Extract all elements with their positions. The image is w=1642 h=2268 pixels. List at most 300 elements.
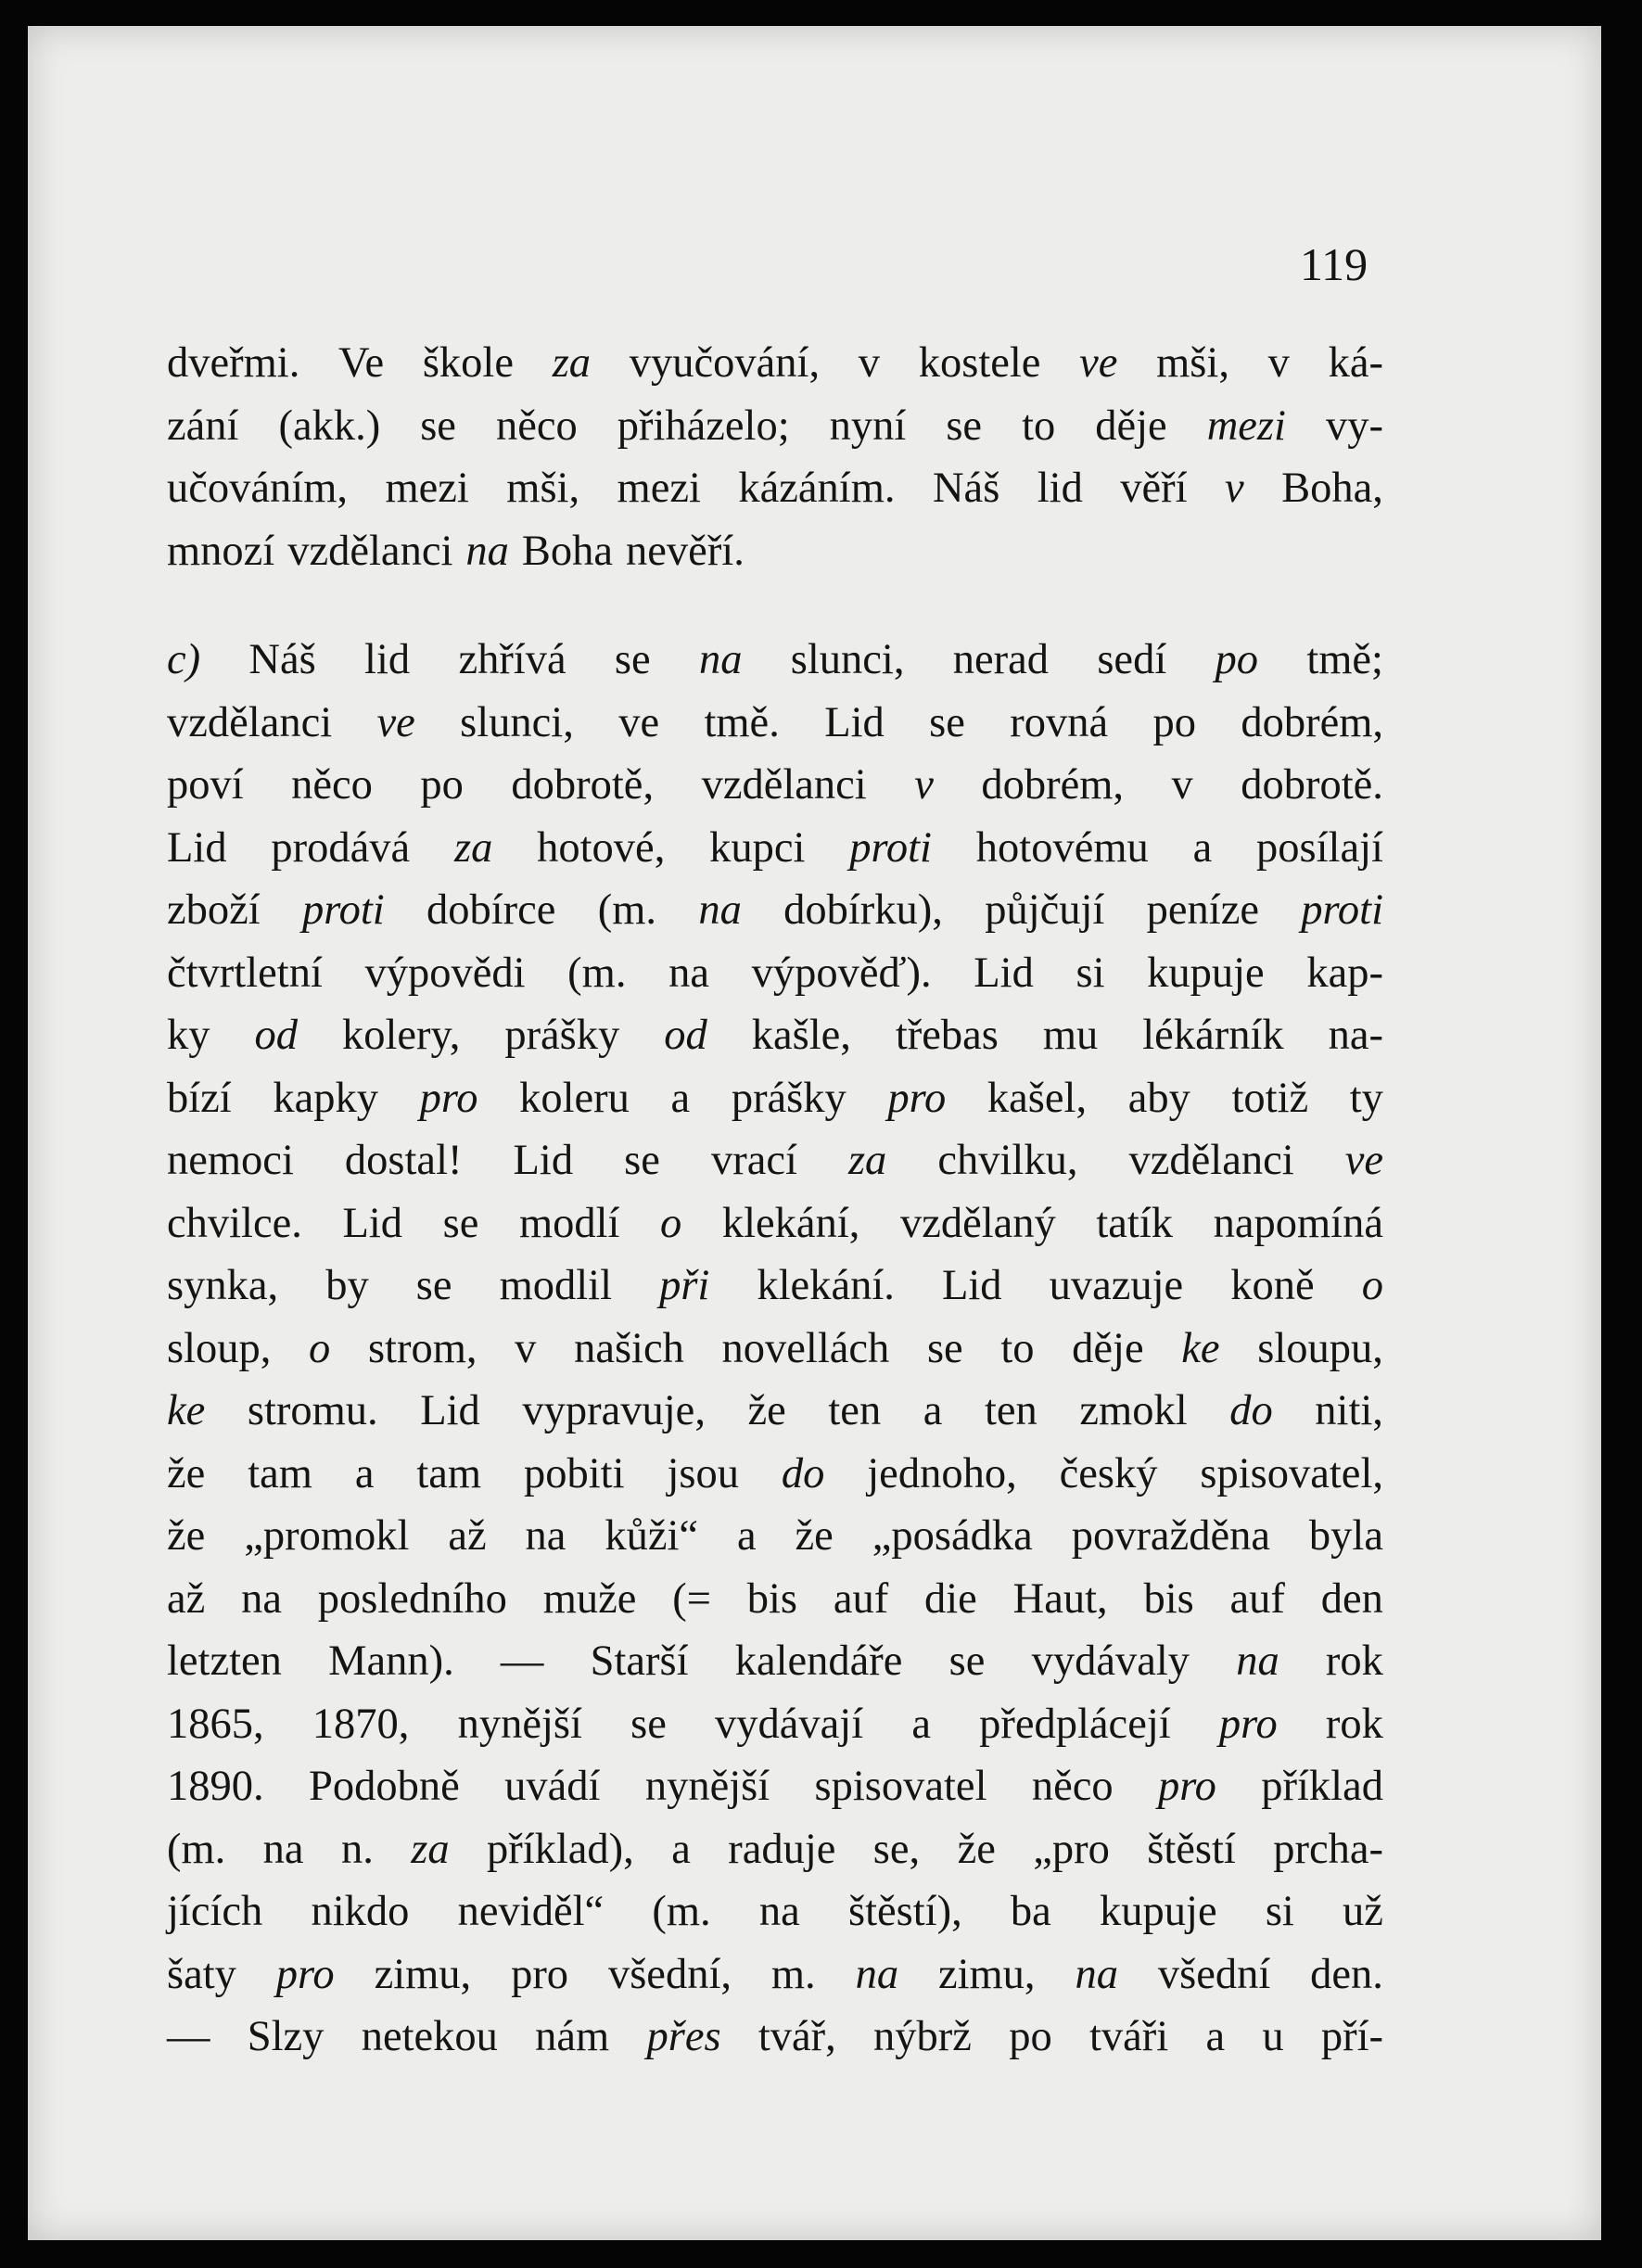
word: prodává bbox=[271, 823, 411, 872]
word: den bbox=[1320, 1574, 1383, 1623]
word: 1870, bbox=[312, 1700, 410, 1748]
text-line bbox=[167, 1067, 1383, 1130]
word: Lid bbox=[824, 698, 885, 746]
word: vrací bbox=[710, 1137, 797, 1184]
word: na bbox=[525, 1512, 566, 1560]
word: se bbox=[420, 401, 456, 450]
italic-word: o bbox=[660, 1199, 682, 1247]
text-line bbox=[167, 395, 1383, 458]
word: Podobně bbox=[309, 1763, 460, 1810]
word: štěstí), bbox=[848, 1888, 962, 1935]
text-line bbox=[167, 1755, 1383, 1818]
word: zimu, bbox=[937, 1950, 1036, 1998]
word: lid bbox=[1037, 465, 1083, 512]
word: příklad bbox=[1261, 1763, 1383, 1810]
word: zání bbox=[167, 401, 239, 450]
word: to bbox=[1022, 401, 1056, 450]
word: kupuje bbox=[1100, 1888, 1217, 1935]
word: dobrotě. bbox=[1241, 761, 1383, 809]
word: tváři bbox=[1088, 2013, 1169, 2060]
word: že bbox=[795, 1512, 834, 1560]
word: vzdělanci bbox=[167, 698, 333, 746]
word: se bbox=[929, 698, 965, 746]
word: rovná bbox=[1010, 698, 1109, 746]
word: Lid bbox=[941, 1262, 1002, 1309]
word: až bbox=[167, 1574, 206, 1623]
word: a bbox=[354, 1449, 375, 1497]
word: se bbox=[630, 1700, 667, 1748]
word: prcha- bbox=[1273, 1825, 1383, 1873]
word: koně bbox=[1230, 1262, 1315, 1309]
word: letzten bbox=[167, 1637, 282, 1685]
word: po bbox=[420, 761, 464, 809]
word: zboží bbox=[167, 886, 261, 934]
word: a bbox=[736, 1512, 757, 1560]
italic-word: do bbox=[1229, 1387, 1273, 1434]
word: a bbox=[923, 1387, 943, 1434]
word: dobrém, bbox=[1241, 698, 1383, 746]
text-line bbox=[167, 692, 1383, 755]
italic-word: od bbox=[254, 1012, 298, 1059]
italic-word: ve bbox=[1344, 1137, 1383, 1184]
word: Náš bbox=[932, 465, 1000, 512]
word: vyučování, bbox=[629, 339, 821, 387]
word: Starší bbox=[590, 1637, 689, 1685]
word: lid bbox=[364, 636, 411, 683]
text-line bbox=[167, 1693, 1383, 1756]
italic-word: proti bbox=[302, 886, 385, 934]
word: něco bbox=[291, 761, 373, 809]
word: až bbox=[448, 1512, 487, 1560]
word: kapky bbox=[273, 1074, 378, 1122]
word: a bbox=[1192, 823, 1213, 872]
italic-word: na bbox=[855, 1950, 899, 1998]
word: „posádka bbox=[872, 1512, 1033, 1560]
word: to bbox=[1000, 1324, 1035, 1372]
word: ten bbox=[828, 1387, 882, 1434]
word: novellách bbox=[721, 1324, 890, 1372]
word: vzdělanci bbox=[701, 761, 867, 809]
word: v bbox=[858, 339, 881, 387]
word: něco bbox=[1031, 1763, 1114, 1810]
italic-word: ve bbox=[1079, 339, 1118, 387]
italic-word: přes bbox=[646, 2013, 721, 2060]
word: mu bbox=[1042, 1012, 1099, 1059]
text-line bbox=[167, 629, 1383, 692]
word: kap- bbox=[1306, 949, 1383, 997]
word: v bbox=[1171, 761, 1193, 809]
word: zhřívá bbox=[458, 636, 566, 683]
word: škole bbox=[422, 339, 514, 387]
italic-word: ke bbox=[167, 1387, 206, 1434]
word: se bbox=[614, 636, 651, 683]
word: dobrotě, bbox=[511, 761, 655, 809]
word: (m. bbox=[597, 886, 657, 934]
italic-word: při bbox=[659, 1262, 710, 1309]
word: jsou bbox=[667, 1449, 739, 1497]
word: a bbox=[670, 1074, 691, 1122]
word: nerad bbox=[952, 636, 1050, 683]
word: aby bbox=[1127, 1074, 1190, 1122]
word: (m. bbox=[567, 949, 627, 997]
word: mnozí bbox=[167, 527, 275, 575]
word: jednoho, bbox=[867, 1449, 1017, 1497]
word: ky bbox=[167, 1012, 210, 1059]
page-number: 119 bbox=[1300, 238, 1368, 290]
italic-word: proti bbox=[1301, 886, 1383, 934]
word: hotové, bbox=[537, 823, 666, 872]
word: byla bbox=[1308, 1512, 1383, 1560]
word: (m. bbox=[167, 1825, 226, 1873]
word: (akk.) bbox=[278, 401, 381, 450]
word: jících bbox=[167, 1888, 263, 1935]
word: povražděna bbox=[1071, 1512, 1270, 1560]
word: ve bbox=[618, 698, 660, 746]
word: nemoci bbox=[167, 1137, 294, 1184]
word: koleru bbox=[519, 1074, 630, 1122]
word: se, bbox=[872, 1825, 921, 1873]
word: „promokl bbox=[244, 1512, 410, 1560]
word: uvazuje bbox=[1049, 1262, 1184, 1309]
word: chvilku, bbox=[937, 1137, 1078, 1184]
word: na bbox=[758, 1888, 800, 1935]
word: Lid bbox=[513, 1137, 574, 1184]
word: a bbox=[911, 1700, 931, 1748]
word: čtvrtletní bbox=[167, 949, 323, 997]
word: ká- bbox=[1328, 339, 1383, 387]
word: se bbox=[926, 1324, 963, 1372]
word: se bbox=[624, 1137, 660, 1184]
word: stromu. bbox=[247, 1387, 378, 1434]
word: nevěří. bbox=[626, 527, 745, 575]
italic-word: na bbox=[465, 527, 509, 575]
text-line bbox=[167, 1129, 1383, 1192]
word: kašle, bbox=[751, 1012, 851, 1059]
word: (= bbox=[672, 1574, 711, 1623]
word: uvádí bbox=[504, 1763, 601, 1810]
word: vy- bbox=[1325, 401, 1383, 450]
word: v bbox=[1267, 339, 1290, 387]
word: něco bbox=[495, 401, 578, 450]
text-line bbox=[167, 1505, 1383, 1568]
word: Mann). bbox=[328, 1637, 454, 1685]
word: kupuje bbox=[1147, 949, 1265, 997]
italic-word: pro bbox=[887, 1074, 947, 1122]
word: pří- bbox=[1320, 2013, 1383, 2060]
word: hotovému bbox=[975, 823, 1149, 872]
text-line bbox=[167, 2006, 1383, 2069]
word: strom, bbox=[367, 1324, 477, 1372]
word: přiházelo; bbox=[617, 401, 790, 450]
italic-word: od bbox=[664, 1012, 707, 1059]
text-line bbox=[167, 1943, 1383, 2007]
text-line bbox=[167, 1880, 1383, 1943]
word: všední, bbox=[607, 1950, 732, 1998]
word: kupci bbox=[709, 823, 806, 872]
word: auf bbox=[833, 1574, 889, 1623]
word: na bbox=[241, 1574, 282, 1623]
word: u bbox=[1262, 2013, 1284, 2060]
word: Lid bbox=[420, 1387, 480, 1434]
word: posledního bbox=[317, 1574, 507, 1623]
word: tvář, bbox=[757, 2013, 836, 2060]
word: po bbox=[1152, 698, 1196, 746]
word: děje bbox=[1095, 401, 1167, 450]
italic-word: na bbox=[1075, 1950, 1118, 1998]
word: výpovědi bbox=[364, 949, 526, 997]
text-line bbox=[167, 1818, 1383, 1881]
word: nynější bbox=[644, 1763, 770, 1810]
word: totiž bbox=[1231, 1074, 1309, 1122]
word: ten bbox=[985, 1387, 1037, 1434]
italic-word: mezi bbox=[1206, 401, 1286, 450]
word: vydávají bbox=[715, 1700, 864, 1748]
word: modlil bbox=[499, 1262, 612, 1309]
word: tmě; bbox=[1306, 636, 1383, 683]
italic-word: proti bbox=[849, 823, 932, 872]
word: Lid bbox=[342, 1199, 403, 1247]
word: chvilce. bbox=[167, 1199, 302, 1247]
italic-word: za bbox=[453, 823, 493, 872]
word: a bbox=[671, 1825, 691, 1873]
word: se bbox=[946, 401, 983, 450]
word: muže bbox=[542, 1574, 637, 1623]
word: ty bbox=[1349, 1074, 1383, 1122]
word: prášky bbox=[731, 1074, 846, 1122]
word: předplácejí bbox=[979, 1700, 1171, 1748]
word: zimu, bbox=[374, 1950, 472, 1998]
text-line bbox=[167, 1004, 1383, 1067]
italic-word: c) bbox=[167, 636, 201, 683]
word: netekou bbox=[361, 2013, 498, 2060]
paragraph bbox=[167, 332, 1383, 582]
italic-word: do bbox=[781, 1449, 825, 1497]
word: pro bbox=[511, 1950, 569, 1998]
word: n. bbox=[340, 1825, 374, 1873]
text-line bbox=[167, 1568, 1383, 1631]
word: poví bbox=[167, 761, 244, 809]
word: bis bbox=[746, 1574, 797, 1623]
word: rok bbox=[1325, 1637, 1383, 1685]
word: posílají bbox=[1256, 823, 1383, 872]
word: vypravuje, bbox=[522, 1387, 706, 1434]
italic-word: ve bbox=[376, 698, 415, 746]
word: lékárník bbox=[1142, 1012, 1284, 1059]
word: bízí bbox=[167, 1074, 232, 1122]
italic-word: na bbox=[698, 636, 743, 683]
text-line bbox=[167, 332, 1383, 395]
word: Lid bbox=[974, 949, 1034, 997]
text-line bbox=[167, 817, 1383, 880]
word: klekání. bbox=[757, 1262, 895, 1309]
word: peníze bbox=[1146, 886, 1259, 934]
word: mezi bbox=[385, 465, 469, 512]
text-line bbox=[167, 754, 1383, 817]
word: že bbox=[167, 1512, 206, 1560]
word: v bbox=[515, 1324, 537, 1372]
word: den. bbox=[1310, 1950, 1383, 1998]
word: spisovatel, bbox=[1200, 1449, 1383, 1497]
word: Boha, bbox=[1281, 465, 1383, 512]
text-line bbox=[167, 1192, 1383, 1255]
word: Haut, bbox=[1012, 1574, 1108, 1623]
word: že bbox=[747, 1387, 786, 1434]
word: výpověď). bbox=[751, 949, 932, 997]
italic-word: na bbox=[698, 886, 742, 934]
word: mezi bbox=[617, 465, 701, 512]
word: slunci, bbox=[790, 636, 905, 683]
word: dobírku), bbox=[783, 886, 943, 934]
word: synka, bbox=[167, 1262, 279, 1309]
word: tatík bbox=[1096, 1199, 1174, 1247]
word: vzdělanci bbox=[287, 527, 453, 575]
word: se bbox=[948, 1637, 986, 1685]
text-line bbox=[167, 879, 1383, 942]
word: kalendáře bbox=[734, 1637, 903, 1685]
word: m. bbox=[770, 1950, 816, 1998]
word: Ve bbox=[338, 339, 385, 387]
word: klekání, bbox=[721, 1199, 860, 1247]
word: napomíná bbox=[1213, 1199, 1383, 1247]
word: kůži“ bbox=[605, 1512, 699, 1560]
word: raduje bbox=[728, 1825, 836, 1873]
word: auf bbox=[1229, 1574, 1285, 1623]
word: si bbox=[1265, 1888, 1294, 1935]
word: by bbox=[325, 1262, 369, 1309]
word: „pro bbox=[1033, 1825, 1110, 1873]
word: učováním, bbox=[167, 465, 348, 512]
italic-word: pro bbox=[1158, 1763, 1216, 1810]
word: nám bbox=[535, 2013, 610, 2060]
word: tam bbox=[248, 1449, 312, 1497]
word: kostele bbox=[918, 339, 1041, 387]
paragraph bbox=[167, 629, 1383, 2069]
italic-word: ke bbox=[1181, 1324, 1220, 1372]
word: 1865, bbox=[167, 1700, 264, 1748]
word: půjčují bbox=[985, 886, 1105, 934]
italic-word: v bbox=[1225, 465, 1244, 512]
word: bis bbox=[1143, 1574, 1194, 1623]
word: na bbox=[262, 1825, 304, 1873]
word: že bbox=[957, 1825, 996, 1873]
word: vzdělanci bbox=[1128, 1137, 1294, 1184]
word: — bbox=[500, 1637, 544, 1685]
word: na bbox=[668, 949, 709, 997]
word: dobrém, bbox=[981, 761, 1124, 809]
word: vydávaly bbox=[1031, 1637, 1190, 1685]
word: třebas bbox=[895, 1012, 999, 1059]
word: ba bbox=[1010, 1888, 1051, 1935]
text-line bbox=[167, 1630, 1383, 1693]
word: modlí bbox=[518, 1199, 620, 1247]
body-text bbox=[167, 332, 1383, 2069]
text-line bbox=[167, 457, 1383, 520]
word: mši, bbox=[506, 465, 580, 512]
text-line bbox=[167, 520, 1383, 583]
word: kašel, bbox=[986, 1074, 1088, 1122]
word: český bbox=[1059, 1449, 1158, 1497]
word: dveřmi. bbox=[167, 339, 300, 387]
italic-word: na bbox=[1236, 1637, 1279, 1685]
word: děje bbox=[1072, 1324, 1144, 1372]
word: Slzy bbox=[247, 2013, 325, 2060]
word: šaty bbox=[167, 1950, 236, 1998]
word: si bbox=[1076, 949, 1105, 997]
word: die bbox=[924, 1574, 977, 1623]
word: se bbox=[415, 1262, 452, 1309]
italic-word: v bbox=[914, 761, 934, 809]
word: 1890. bbox=[167, 1763, 264, 1810]
word: mši, bbox=[1156, 339, 1229, 387]
book-page bbox=[28, 26, 1601, 2240]
italic-word: po bbox=[1215, 636, 1259, 683]
word: zmokl bbox=[1079, 1387, 1188, 1434]
word: kázáním. bbox=[738, 465, 896, 512]
text-line bbox=[167, 942, 1383, 1005]
word: pobiti bbox=[524, 1449, 625, 1497]
word: našich bbox=[574, 1324, 684, 1372]
word: nikdo bbox=[311, 1888, 410, 1935]
word: rok bbox=[1325, 1700, 1383, 1748]
word: věří bbox=[1120, 465, 1188, 512]
word: všední bbox=[1157, 1950, 1271, 1998]
word: tmě. bbox=[704, 698, 780, 746]
word: sloup, bbox=[167, 1324, 272, 1372]
word: kolery, bbox=[341, 1012, 461, 1059]
word: prášky bbox=[504, 1012, 620, 1059]
word: po bbox=[1009, 2013, 1052, 2060]
italic-word: za bbox=[552, 339, 592, 387]
word: niti, bbox=[1315, 1387, 1383, 1434]
word: nynější bbox=[457, 1700, 582, 1748]
word: spisovatel bbox=[814, 1763, 987, 1810]
word: neviděl“ bbox=[457, 1888, 605, 1935]
italic-word: za bbox=[411, 1825, 450, 1873]
word: se bbox=[442, 1199, 479, 1247]
text-line bbox=[167, 1380, 1383, 1443]
word: — bbox=[167, 2013, 210, 2060]
italic-word: o bbox=[309, 1324, 331, 1372]
word: Boha bbox=[521, 527, 614, 575]
word: nýbrž bbox=[873, 2013, 972, 2060]
word: a bbox=[1205, 2013, 1226, 2060]
word: slunci, bbox=[460, 698, 574, 746]
text-line bbox=[167, 1318, 1383, 1381]
paragraph-gap bbox=[167, 582, 1383, 629]
italic-word: pro bbox=[1218, 1700, 1278, 1748]
word: sedí bbox=[1097, 636, 1167, 683]
italic-word: za bbox=[847, 1137, 887, 1184]
word: dobírce bbox=[426, 886, 556, 934]
word: sloupu, bbox=[1257, 1324, 1383, 1372]
word: štěstí bbox=[1147, 1825, 1236, 1873]
text-line bbox=[167, 1443, 1383, 1506]
italic-word: pro bbox=[275, 1950, 335, 1998]
word: tam bbox=[416, 1449, 482, 1497]
word: na- bbox=[1328, 1012, 1383, 1059]
word: vzdělaný bbox=[899, 1199, 1056, 1247]
italic-word: pro bbox=[419, 1074, 478, 1122]
text-line bbox=[167, 1255, 1383, 1318]
word: že bbox=[167, 1449, 206, 1497]
word: dostal! bbox=[344, 1137, 463, 1184]
word: nyní bbox=[829, 401, 907, 450]
word: Lid bbox=[167, 823, 227, 872]
word: (m. bbox=[652, 1888, 711, 1935]
word: už bbox=[1343, 1888, 1383, 1935]
word: příklad), bbox=[486, 1825, 634, 1873]
word: Náš bbox=[248, 636, 316, 683]
